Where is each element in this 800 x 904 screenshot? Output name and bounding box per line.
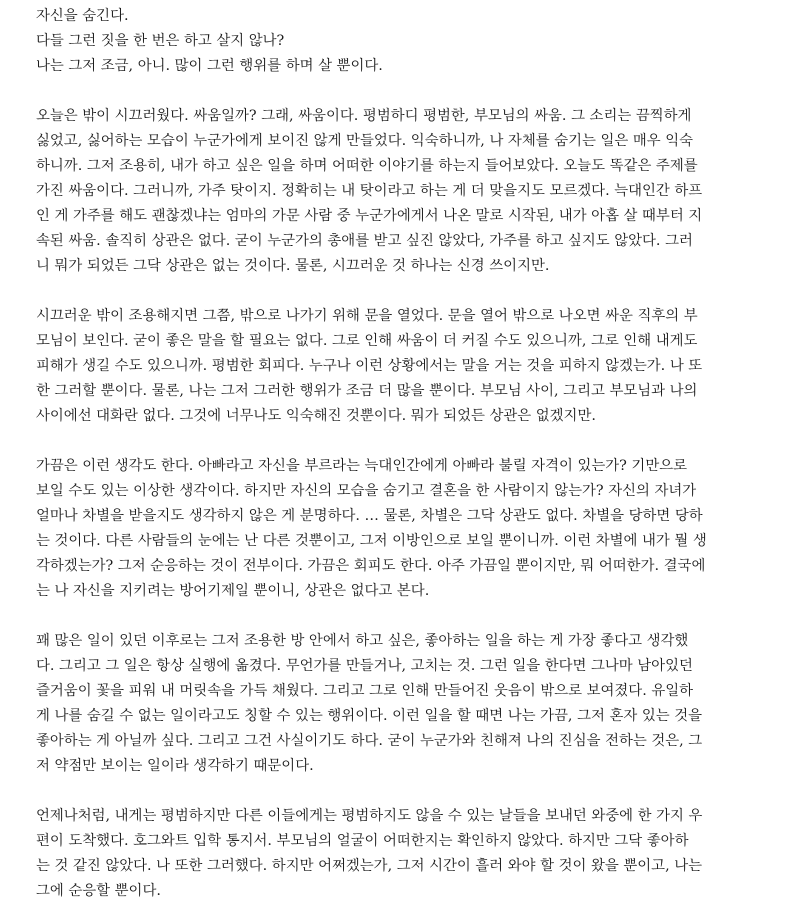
text-line: 는 것 같진 않았다. 나 또한 그러했다. 하지만 어쩌겠는가, 그저 시간이 흘러 와야 할 것이 왔을 뿐이고, 나는 [36,858,703,874]
text-line: 꽤 많은 일이 있던 이후로는 그저 조용한 방 안에서 하고 싶은, 좋아하는 일을 하는 게 가장 좋다고 생각했 [36,633,689,649]
text-line: 자신을 숨긴다. [36,8,129,24]
paragraph-after-quiet [36,304,800,429]
text-line: 오늘은 밖이 시끄러웠다. 싸움일까? 그래, 싸움이다. 평범하디 평범한, 부모님의 싸움. 그 소리는 끔찍하게 [36,108,692,124]
paragraph-hogwarts-letter [36,804,800,904]
text-line: 얼마나 차별을 받을지도 생각하지 않은 게 분명하다. … 물론, 차별은 그닥 상관도 없다. 차별을 당하면 당하 [36,508,703,524]
text-line: 가진 싸움이다. 그러니까, 가주 탓이지. 정확히는 내 탓이라고 하는 게 더 맞을지도 모르겠다. 늑대인간 하프 [36,183,703,199]
text-line: 나는 그저 조금, 아니. 많이 그런 행위를 하며 살 뿐이다. [36,58,383,74]
text-line: 인 게 가주를 해도 괜찮겠냐는 엄마의 가문 사람 중 누군가에게서 나온 말로 시작된, 내가 아홉 살 때부터 지 [36,208,703,224]
text-line: 좋아하는 게 아닐까 싶다. 그리고 그건 사실이기도 하다. 굳이 누군가와 친해져 나의 진심을 전하는 것은, 그 [36,733,703,749]
paragraph-father-thoughts [36,454,800,604]
text-line: 편이 도착했다. 호그와트 입학 통지서. 부모님의 얼굴이 어떠한지는 확인하지 않았다. 하지만 그닥 좋아하 [36,833,689,849]
text-line: 하니까. 그저 조용히, 내가 하고 싶은 일을 하며 어떠한 이야기를 하는지 들어보았다. 오늘도 똑같은 주제를 [36,158,698,174]
paragraph-gap [36,279,800,304]
text-line: 저 약점만 보이는 일이라 생각하기 때문이다. [36,758,314,774]
paragraph-intro [36,4,800,79]
text-line: 사이에선 대화란 없다. 그것에 너무나도 익숙해진 것뿐이다. 뭐가 되었든 상관은 없겠지만. [36,408,596,424]
paragraph-gap [36,779,800,804]
paragraph-gap [36,79,800,104]
text-line: 모님이 보인다. 굳이 좋은 말을 할 필요는 없다. 그로 인해 싸움이 더 커질 수도 있으니까, 그로 인해 내게도 [36,333,698,349]
text-line: 다들 그런 짓을 한 번은 하고 살지 않나? [36,33,285,49]
text-line: 피해가 생길 수도 있으니까. 평범한 회피다. 누구나 이런 상황에서는 말을 거는 것을 피하지 않겠는가. 나 또 [36,358,703,374]
paragraph-parents-fight [36,104,800,279]
text-line: 싫었고, 싫어하는 모습이 누군가에게 보이진 않게 만들었다. 익숙하니까, 나 자체를 숨기는 일은 매우 익숙 [36,133,694,149]
paragraph-gap [36,429,800,454]
text-line: 한 그러할 뿐이다. 물론, 나는 그저 그러한 행위가 조금 더 많을 뿐이다. 부모님 사이, 그리고 부모님과 나의 [36,383,698,399]
text-line: 즐거움이 꽃을 피워 내 머릿속을 가득 채웠다. 그리고 그로 인해 만들어진 웃음이 밖으로 보여졌다. 유일하 [36,683,694,699]
text-line: 그에 순응할 뿐이다. [36,883,161,899]
text-line: 는 것이다. 다른 사람들의 눈에는 난 다른 것뿐이고, 그저 이방인으로 보일 뿐이니까. 이런 차별에 내가 뭘 생 [36,533,707,549]
text-line: 시끄러운 밖이 조용해지면 그쯤, 밖으로 나가기 위해 문을 열었다. 문을 열어 밖으로 나오면 싸운 직후의 부 [36,308,698,324]
paragraph-gap [36,604,800,629]
text-line: 보일 수도 있는 이상한 생각이다. 하지만 자신의 모습을 숨기고 결혼을 한 사람이지 않는가? 자신의 자녀가 [36,483,697,499]
text-line: 다. 그리고 그 일은 항상 실행에 옮겼다. 무언가를 만들거나, 고치는 것. 그런 일을 한다면 그나마 남아있던 [36,658,693,674]
paragraph-quiet-room [36,629,800,779]
text-line: 속된 싸움. 솔직히 상관은 없다. 굳이 누군가의 총애를 받고 싶진 않았다, 가주를 하고 싶지도 않았다. 그러 [36,233,693,249]
text-line: 게 나를 숨길 수 없는 일이라고도 칭할 수 있는 행위이다. 이런 일을 할 때면 나는 가끔, 그저 혼자 있는 것을 [36,708,703,724]
text-line: 가끔은 이런 생각도 한다. 아빠라고 자신을 부르라는 늑대인간에게 아빠라 불릴 자격이 있는가? 기만으로 [36,458,688,474]
text-line: 각하겠는가? 그저 순응하는 것이 전부이다. 가끔은 회피도 한다. 아주 가끔일 뿐이지만, 뭐 어떠한가. 결국에 [36,558,706,574]
text-line: 는 나 자신을 지키려는 방어기제일 뿐이니, 상관은 없다고 본다. [36,583,430,599]
text-line: 언제나처럼, 내게는 평범하지만 다른 이들에게는 평범하지도 않을 수 있는 날들을 보내던 와중에 한 가지 우 [36,808,703,824]
text-line: 니 뭐가 되었든 그닥 상관은 없는 것이다. 물론, 시끄러운 것 하나는 신경 쓰이지만. [36,258,550,274]
